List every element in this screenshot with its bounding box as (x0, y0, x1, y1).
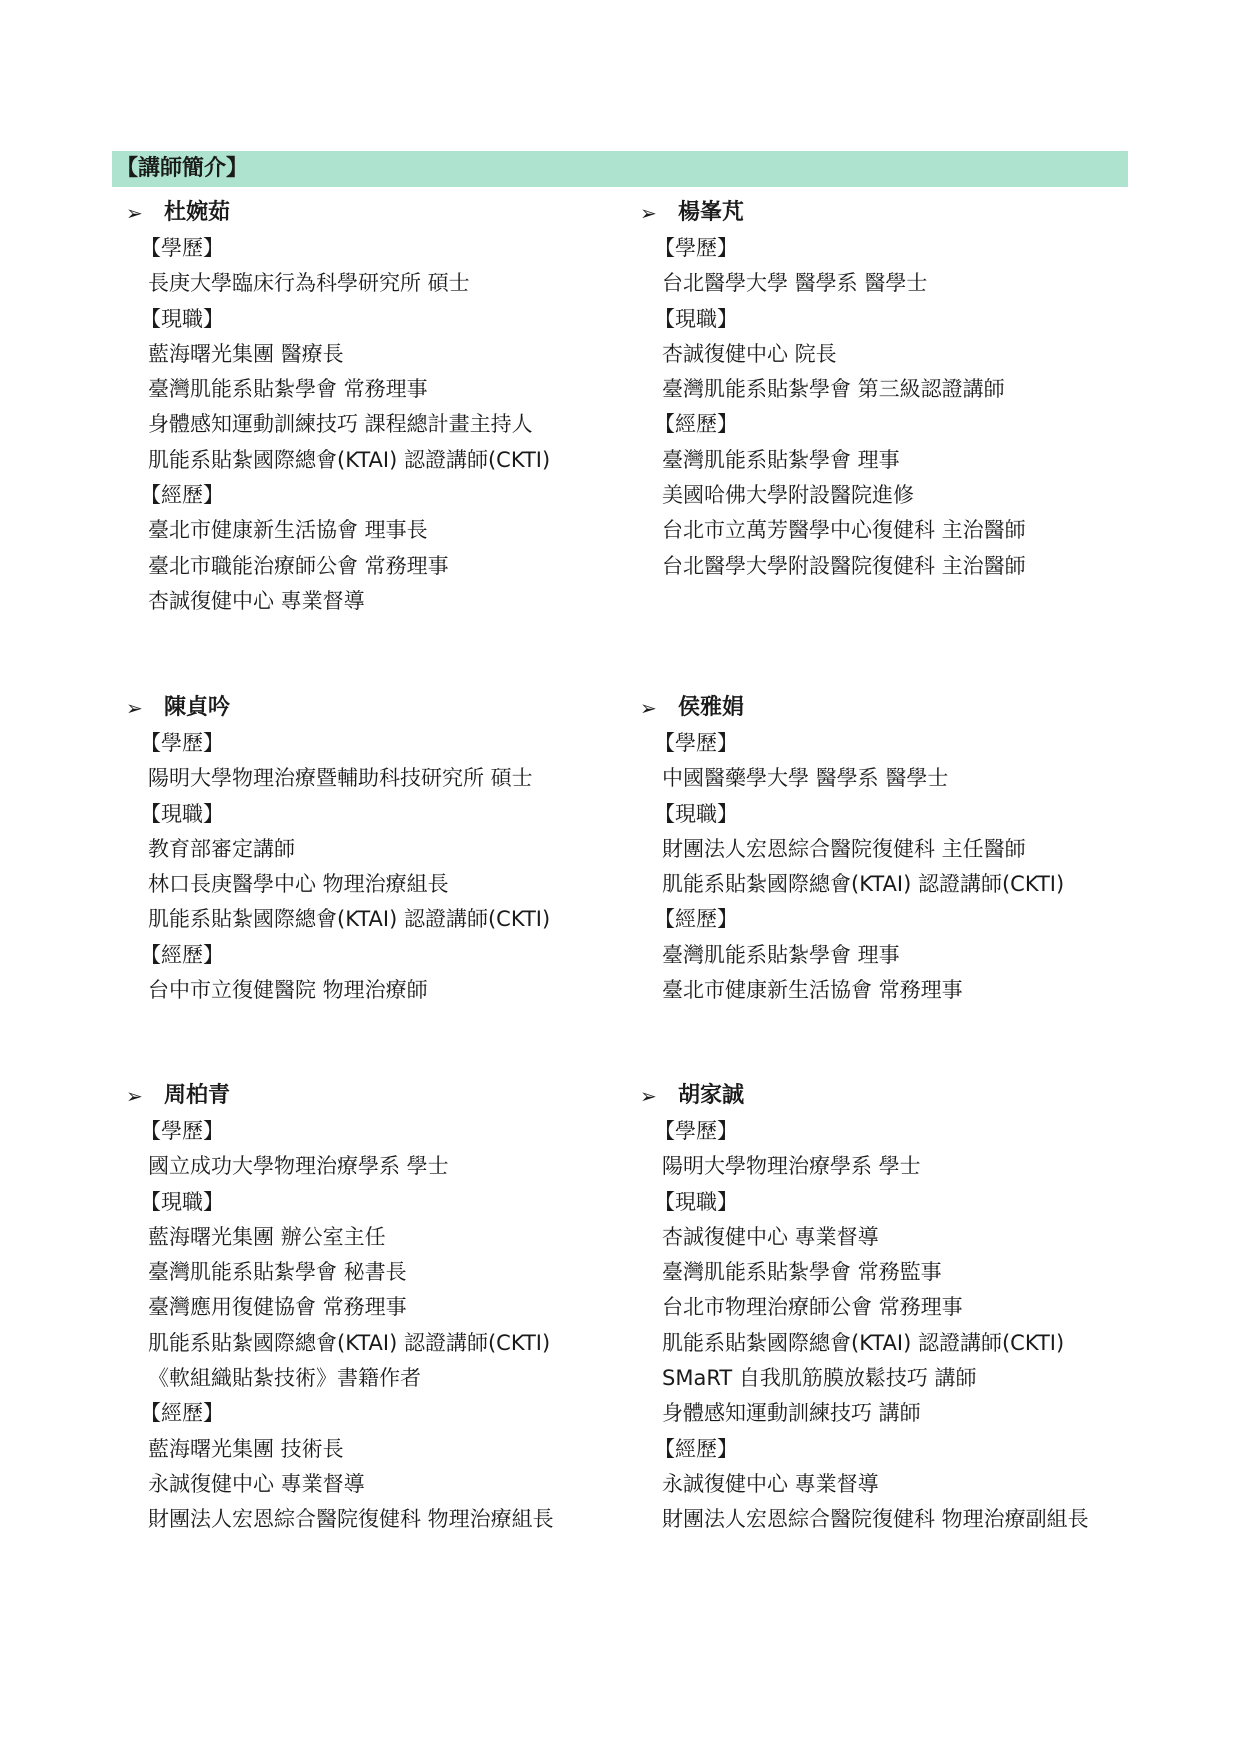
detail-item: 藍海曙光集團 辦公室主任 (148, 1224, 386, 1249)
arrow-bullet-icon: ➢ (640, 201, 657, 225)
detail-item: 身體感知運動訓練技巧 講師 (662, 1401, 921, 1426)
detail-heading: 【學歷】 (654, 236, 738, 260)
detail-item: 台北醫學大學 醫學系 醫學士 (662, 271, 928, 296)
arrow-bullet-icon: ➢ (126, 696, 143, 720)
arrow-bullet-icon: ➢ (640, 1084, 657, 1108)
detail-item: 永誠復健中心 專業督導 (662, 1471, 879, 1496)
instructor-details (112, 1114, 652, 1538)
detail-item: 林口長庚醫學中心 物理治療組長 (148, 872, 449, 897)
detail-item: SMaRT 自我肌筋膜放鬆技巧 講師 (662, 1366, 977, 1391)
detail-item: 陽明大學物理治療學系 學士 (662, 1154, 921, 1179)
detail-item: 財團法人宏恩綜合醫院復健科 主任醫師 (662, 836, 1026, 861)
detail-item: 台北市物理治療師公會 常務理事 (662, 1295, 963, 1320)
detail-item: 教育部審定講師 (148, 836, 295, 861)
detail-item: 臺灣肌能系貼紮學會 常務理事 (148, 377, 428, 402)
detail-heading: 【現職】 (140, 1189, 224, 1214)
detail-heading: 【現職】 (140, 306, 224, 331)
detail-item: 國立成功大學物理治療學系 學士 (148, 1154, 449, 1179)
detail-item: 臺灣肌能系貼紮學會 常務監事 (662, 1260, 942, 1285)
detail-heading: 【經歷】 (654, 412, 738, 437)
instructor-name-row (626, 195, 1166, 231)
detail-item: 肌能系貼紮國際總會(KTAI) 認證講師(CKTI) (662, 1330, 1065, 1355)
instructor-details (112, 231, 652, 619)
detail-item: 藍海曙光集團 醫療長 (148, 341, 344, 366)
detail-item: 台北市立萬芳醫學中心復健科 主治醫師 (662, 518, 1026, 543)
detail-item: 臺北市健康新生活協會 理事長 (148, 518, 428, 543)
detail-heading: 【現職】 (140, 801, 224, 826)
detail-heading: 【經歷】 (140, 483, 224, 508)
detail-item: 肌能系貼紮國際總會(KTAI) 認證講師(CKTI) (148, 1330, 551, 1355)
instructor-details (112, 726, 652, 1008)
detail-item: 長庚大學臨床行為科學研究所 碩士 (148, 271, 470, 296)
detail-heading: 【學歷】 (140, 1119, 224, 1143)
detail-heading: 【學歷】 (140, 236, 224, 260)
detail-heading: 【現職】 (654, 306, 738, 331)
detail-heading: 【現職】 (654, 1189, 738, 1214)
instructor-name-row (112, 195, 652, 231)
detail-item: 肌能系貼紮國際總會(KTAI) 認證講師(CKTI) (148, 447, 551, 472)
detail-item: 臺灣肌能系貼紮學會 秘書長 (148, 1260, 407, 1285)
detail-item: 中國醫藥學大學 醫學系 醫學士 (662, 766, 949, 791)
detail-heading: 【學歷】 (140, 731, 224, 755)
arrow-bullet-icon: ➢ (126, 1084, 143, 1108)
detail-item: 杏誠復健中心 專業督導 (662, 1224, 879, 1249)
detail-item: 身體感知運動訓練技巧 課程總計畫主持人 (148, 412, 533, 437)
detail-item: 《軟組織貼紮技術》書籍作者 (148, 1366, 421, 1391)
instructor-name: 胡家誠 (678, 1083, 745, 1108)
detail-item: 財團法人宏恩綜合醫院復健科 物理治療組長 (148, 1507, 554, 1532)
section-title: 【講師簡介】 (112, 151, 1128, 187)
detail-item: 財團法人宏恩綜合醫院復健科 物理治療副組長 (662, 1507, 1089, 1532)
instructor-name-row (626, 690, 1166, 726)
detail-item: 臺灣肌能系貼紮學會 第三級認證講師 (662, 377, 1005, 402)
detail-item: 永誠復健中心 專業督導 (148, 1471, 365, 1496)
instructor-name: 杜婉茹 (164, 200, 231, 225)
detail-heading: 【經歷】 (140, 942, 224, 967)
instructor-name: 楊峯芃 (678, 200, 745, 225)
instructor-name-row (112, 1078, 652, 1114)
detail-item: 陽明大學物理治療暨輔助科技研究所 碩士 (148, 766, 533, 791)
detail-item: 肌能系貼紮國際總會(KTAI) 認證講師(CKTI) (148, 907, 551, 932)
instructor-details (626, 231, 1166, 584)
instructor-name: 陳貞吟 (164, 695, 231, 720)
detail-heading: 【經歷】 (140, 1401, 224, 1426)
detail-heading: 【經歷】 (654, 907, 738, 932)
detail-item: 臺灣肌能系貼紮學會 理事 (662, 942, 900, 967)
detail-item: 台中市立復健醫院 物理治療師 (148, 978, 428, 1003)
instructor-details (626, 726, 1166, 1008)
arrow-bullet-icon: ➢ (640, 696, 657, 720)
detail-item: 臺北市健康新生活協會 常務理事 (662, 978, 963, 1003)
instructor-name: 周柏青 (164, 1083, 231, 1108)
detail-item: 杏誠復健中心 院長 (662, 341, 837, 366)
detail-heading: 【學歷】 (654, 731, 738, 755)
detail-heading: 【經歷】 (654, 1436, 738, 1461)
instructor-bio-5 (626, 1078, 1166, 1538)
instructor-bio-4 (112, 1078, 652, 1538)
detail-item: 藍海曙光集團 技術長 (148, 1436, 344, 1461)
detail-item: 美國哈佛大學附設醫院進修 (662, 483, 914, 508)
instructor-bio-1 (626, 195, 1166, 584)
detail-heading: 【學歷】 (654, 1119, 738, 1143)
instructor-name: 侯雅娟 (678, 695, 745, 720)
instructor-bio-0 (112, 195, 652, 619)
detail-item: 杏誠復健中心 專業督導 (148, 588, 365, 613)
instructor-details (626, 1114, 1166, 1538)
instructor-bio-2 (112, 690, 652, 1008)
detail-item: 臺北市職能治療師公會 常務理事 (148, 553, 449, 578)
detail-item: 臺灣肌能系貼紮學會 理事 (662, 447, 900, 472)
detail-item: 台北醫學大學附設醫院復健科 主治醫師 (662, 553, 1026, 578)
instructor-bio-3 (626, 690, 1166, 1008)
detail-item: 臺灣應用復健協會 常務理事 (148, 1295, 407, 1320)
detail-item: 肌能系貼紮國際總會(KTAI) 認證講師(CKTI) (662, 872, 1065, 897)
instructor-name-row (112, 690, 652, 726)
arrow-bullet-icon: ➢ (126, 201, 143, 225)
instructor-name-row (626, 1078, 1166, 1114)
detail-heading: 【現職】 (654, 801, 738, 826)
